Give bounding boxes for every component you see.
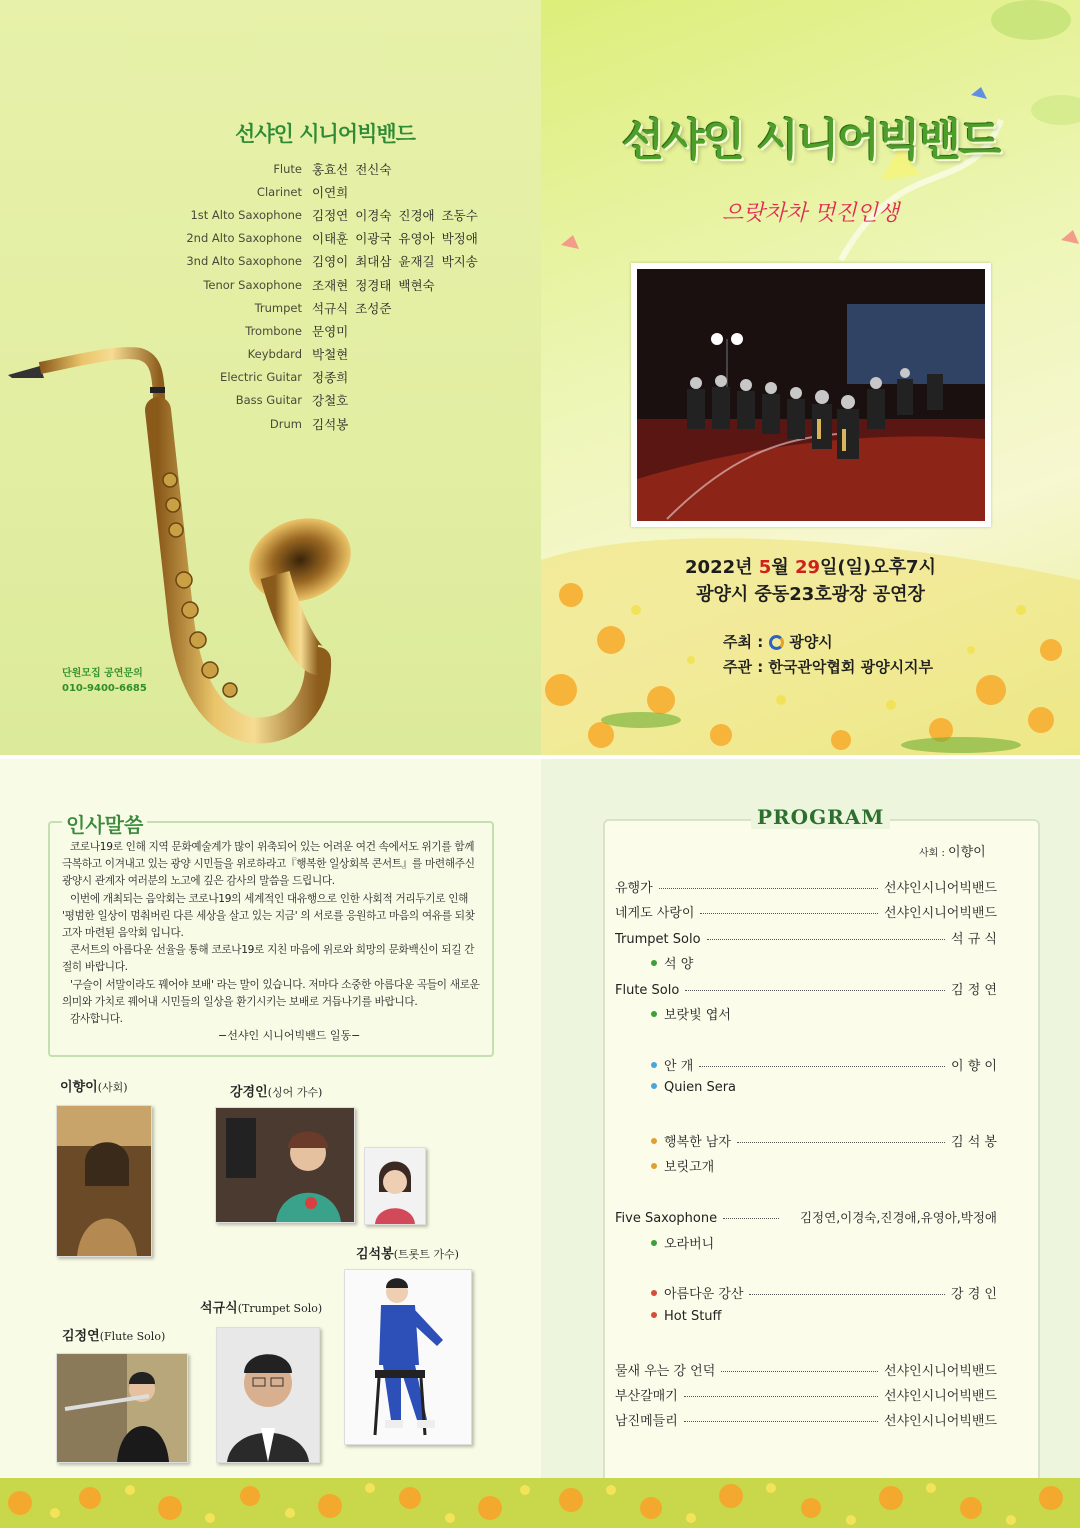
subitem-title: Quien Sera [664, 1080, 737, 1095]
subitem-title: 안 개 [664, 1059, 694, 1074]
portrait-kim-seokbong [344, 1269, 472, 1445]
subitem-performer: 강 경 인 [951, 1287, 997, 1302]
recruit-phone: 010-9400-6685 [62, 683, 147, 694]
cover-subtitle: 으랏차차 멋진인생 [721, 201, 899, 226]
roster-names: 이태훈 이광국 유영아 박정애 [312, 231, 478, 247]
flower-border [541, 1478, 1080, 1528]
roster-instrument: Bass Guitar [235, 393, 302, 408]
bullet-icon [651, 1163, 657, 1169]
greeting-paragraph: '구슬이 서말이라도 꿰어야 보배' 라는 말이 있습니다. 저마다 소중한 아름다운 곡들이 새로운 의미와 가치로 꿰어내 시민들의 일상을 환기시키는 보배로 거듭나기를 바랍니다. [62, 978, 480, 1008]
performer-caption [62, 1325, 165, 1344]
roster-names: 조재현 정경태 백현숙 [312, 277, 435, 293]
bullet-icon [651, 1011, 657, 1017]
roster-names: 석규식 조성준 [312, 300, 392, 316]
performer-caption [356, 1243, 459, 1262]
subitem-title: 보랏빛 엽서 [664, 1008, 731, 1023]
subitem-title: 아름다운 강산 [664, 1287, 744, 1302]
program-item-title: 네게도 사랑이 [615, 906, 695, 921]
bullet-icon [651, 960, 657, 966]
event-venue: 광양시 중동23호광장 공연장 [696, 584, 925, 605]
program-subitem [651, 1233, 714, 1252]
subitem-title: 오라버니 [664, 1237, 715, 1252]
roster-names: 박철현 [312, 347, 349, 363]
hosts-block [723, 630, 933, 680]
program-item-title: Trumpet Solo [615, 932, 701, 947]
program-item-performer: 선샤인시니어빅밴드 [883, 881, 997, 896]
flower-border [0, 1478, 541, 1528]
program-item-performer: 선샤인시니어빅밴드 [883, 1389, 997, 1404]
bullet-icon [651, 1240, 657, 1246]
performer-name: 김정연 [62, 1329, 100, 1344]
roster-instrument: Clarinet [256, 184, 302, 199]
performer-role: (Flute Solo) [99, 1330, 166, 1343]
program-item-performer: 선샤인시니어빅밴드 [883, 1414, 997, 1429]
program-title: PROGRAM [751, 805, 890, 829]
recruit-info [62, 666, 147, 696]
greeting-panel [0, 757, 541, 1528]
portrait-kim-jeongyeon [56, 1353, 188, 1463]
portrait-lee-hyangi [56, 1105, 152, 1257]
roster-row [140, 203, 520, 226]
roster-title: 선샤인 시니어빅밴드 [235, 122, 415, 146]
event-date [541, 553, 1080, 579]
organizer: 주관 : 한국관악협회 광양시지부 [723, 658, 934, 676]
date-year: 2022년 [685, 557, 759, 578]
program-subitem [651, 1004, 731, 1023]
program-item-performer: 김정연,이경숙,진경애,유영아,박정애 [799, 1210, 997, 1225]
roster-names: 정종희 [312, 370, 349, 386]
host-label: 주최 : [723, 633, 764, 651]
performer-role: (트롯트 가수) [393, 1248, 459, 1261]
page-divider [0, 755, 1080, 759]
gwangyang-logo-icon [769, 635, 784, 650]
program-item-title: 유행가 [615, 881, 653, 896]
roster-instrument: 2nd Alto Saxophone [186, 231, 302, 246]
bullet-icon [651, 1138, 657, 1144]
performer-caption [200, 1297, 322, 1316]
program-item [615, 979, 997, 998]
bullet-icon [651, 1083, 657, 1089]
greeting-title: 인사말씀 [62, 809, 147, 838]
program-item-title: Flute Solo [615, 983, 680, 998]
bullet-icon [651, 1312, 657, 1318]
performer-name: 석규식 [200, 1301, 238, 1316]
roster-row [140, 180, 520, 203]
program-item [615, 1385, 997, 1404]
program-item-title: 물새 우는 강 언덕 [615, 1364, 716, 1379]
subitem-title: 보릿고개 [664, 1160, 715, 1175]
greeting-signature: −선샤인 시니어빅밴드 일동− [218, 1029, 361, 1042]
saxophone-illustration [0, 330, 360, 755]
roster-names: 강철호 [312, 393, 349, 409]
roster-names: 김석봉 [312, 416, 349, 432]
performer-name: 김석봉 [356, 1247, 394, 1262]
roster-instrument: Drum [269, 416, 302, 431]
program-mc [919, 841, 986, 860]
program-subitem [651, 1131, 997, 1150]
date-month: 5 [758, 557, 772, 578]
performer-caption [60, 1076, 128, 1095]
program-item [615, 877, 997, 896]
program-subitem [651, 1055, 997, 1074]
roster-instrument: Electric Guitar [220, 370, 302, 385]
program-subitem [651, 1080, 736, 1095]
roster-row [140, 157, 520, 180]
portrait-seok-gyusik [216, 1327, 320, 1463]
roster-instrument: Trombone [245, 323, 302, 338]
roster-instrument: Flute [273, 161, 302, 176]
recruit-label: 단원모집 공연문의 [62, 668, 143, 679]
roster-names: 김정연 이경숙 진경애 조동수 [312, 207, 478, 223]
roster-panel [0, 0, 541, 757]
roster-row [140, 227, 520, 250]
mc-name: 이향이 [948, 845, 986, 860]
subitem-title: 행복한 남자 [664, 1135, 731, 1150]
program-panel [541, 757, 1080, 1528]
date-rest: 일(일)오후7시 [820, 557, 936, 578]
program-item-title: Five Saxophone [615, 1211, 718, 1226]
roster-names: 문영미 [312, 323, 349, 339]
roster-instrument: 1st Alto Saxophone [190, 207, 302, 222]
program-item-performer: 김 정 연 [951, 983, 997, 998]
program-subitem [651, 953, 693, 972]
roster-instrument: Tenor Saxophone [203, 277, 302, 292]
subitem-performer: 김 석 봉 [951, 1135, 997, 1150]
cover-panel [541, 0, 1080, 757]
program-subitem [651, 1283, 997, 1302]
subitem-performer: 이 향 이 [951, 1059, 997, 1074]
program-subitem [651, 1156, 714, 1175]
subitem-title: 석 양 [664, 957, 694, 972]
portrait-kang-kyungin-studio [215, 1107, 355, 1223]
roster-row [140, 250, 520, 273]
performer-name: 강경인 [230, 1085, 268, 1100]
date-month-unit: 월 [771, 557, 795, 578]
performer-role: (사회) [97, 1081, 128, 1094]
roster-row [140, 296, 520, 319]
program-item-title: 부산갈매기 [615, 1389, 678, 1404]
roster-names: 이연희 [312, 184, 349, 200]
performer-role: (싱어 가수) [267, 1086, 323, 1099]
program-item-performer: 선샤인시니어빅밴드 [883, 1364, 997, 1379]
roster-row [140, 273, 520, 296]
program-item [615, 1360, 997, 1379]
greeting-body [62, 839, 482, 1028]
program-item [615, 902, 997, 921]
date-day: 29 [794, 557, 821, 578]
greeting-paragraph: 코로나19로 인해 지역 문화예술계가 많이 위축되어 있는 어려운 여건 속에서도 위기를 함께 극복하고 이겨내고 있는 광양 시민들을 위로하라고『행복한 일상회복 콘서트』를 마련해주신 광양시 관계자 여러분의 노고에 깊은 감사의 말씀을 드립니다. [62, 841, 475, 888]
greeting-paragraph: 콘서트의 아름다운 선율을 통해 코로나19로 지친 마음에 위로와 희망의 문화백신이 되길 간절히 바랍니다. [62, 944, 475, 974]
program-item [615, 1208, 997, 1226]
performer-role: (Trumpet Solo) [237, 1302, 323, 1315]
portrait-kang-kyungin [364, 1147, 426, 1225]
greeting-paragraph: 감사합니다. [70, 1013, 123, 1026]
roster-instrument: Trumpet [254, 300, 302, 315]
performer-caption [230, 1081, 322, 1100]
subitem-title: Hot Stuff [664, 1309, 722, 1324]
roster-names: 김영이 최대삼 윤재길 박지송 [312, 254, 478, 270]
program-item [615, 928, 997, 947]
cover-title: 선샤인 시니어빅밴드 [621, 115, 1000, 166]
program-item-title: 남진메들리 [615, 1414, 678, 1429]
bullet-icon [651, 1290, 657, 1296]
roster-names: 홍효선 전신숙 [312, 161, 392, 177]
bullet-icon [651, 1062, 657, 1068]
program-subitem [651, 1309, 722, 1324]
performer-name: 이향이 [60, 1080, 98, 1095]
roster-instrument: Keybdard [247, 347, 302, 362]
program-item [615, 1410, 997, 1429]
band-photo [631, 263, 991, 527]
host-name: 광양시 [789, 633, 833, 651]
greeting-paragraph: 이번에 개최되는 음악회는 코로나19의 세계적인 대유행으로 인한 사회적 거리두기로 인해 '평범한 일상이 멈춰버린 다른 세상을 살고 있는 지금' 의 서로를 응원하고 마음의 여유를 되찾고자 마련된 음악회 입니다. [62, 892, 475, 940]
mc-label: 사회 : [919, 848, 949, 859]
program-item-performer: 석 규 식 [951, 932, 997, 947]
program-item-performer: 선샤인시니어빅밴드 [883, 906, 997, 921]
roster-instrument: 3nd Alto Saxophone [186, 254, 302, 269]
